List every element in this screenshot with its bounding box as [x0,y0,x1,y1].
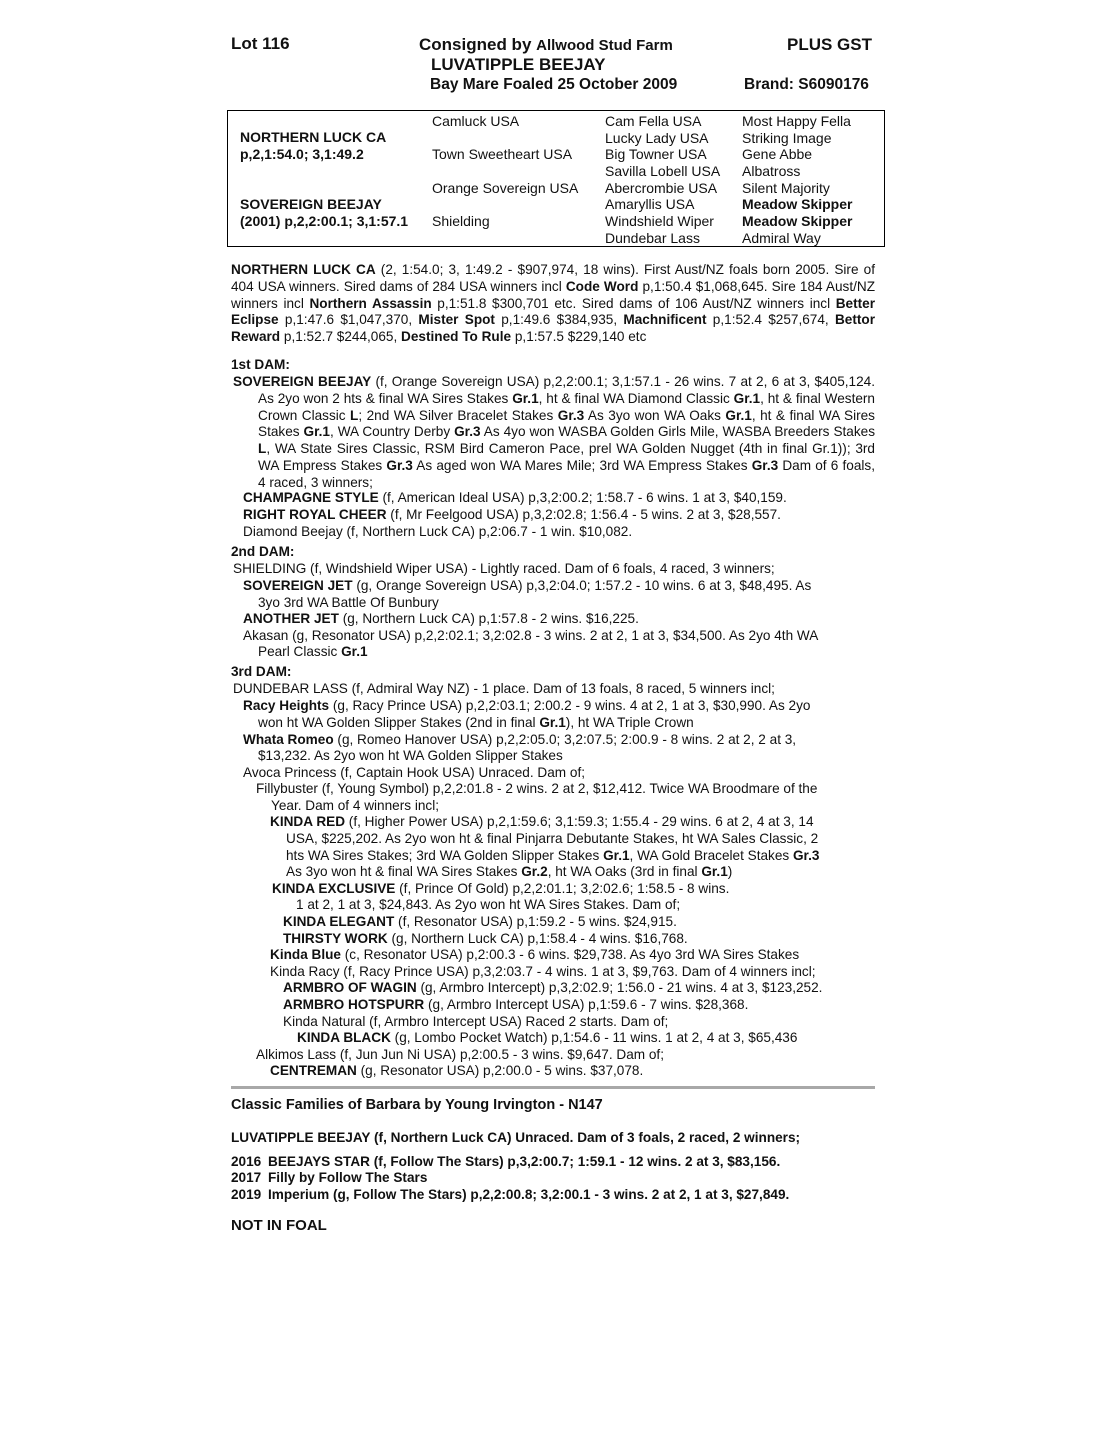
dam3-centreman: CENTREMAN (g, Resonator USA) p,2:00.0 - 5 wins. $37,078. [270,1063,644,1078]
pedigree-gen3 [605,113,720,247]
dam3-kinda-red-cont2: hts WA Sires Stakes; 3rd WA Golden Slipper Stakes Gr.1, WA Gold Bracelet Stakes Gr.3 [286,848,820,863]
dam3-kinda-natural: Kinda Natural (f, Armbro Intercept USA) Raced 2 starts. Dam of; [283,1014,669,1029]
pedigree-table [227,110,885,247]
produce-row [231,1154,780,1171]
dam1-heading: 1st DAM: [231,357,290,372]
dam3-heading: 3rd DAM: [231,664,292,679]
gen3-item: Lucky Lady USA [605,129,709,146]
dam3-fillybuster: Fillybuster (f, Young Symbol) p,2,2:01.8 - 2 wins. 2 at 2, $12,412. Twice WA Broodmare of the [256,781,818,796]
dam3-kinda-black: KINDA BLACK (g, Lombo Pocket Watch) p,1:54.6 - 11 wins. 1 at 2, 4 at 3, $65,436 [297,1030,798,1045]
gst-label [787,35,872,55]
gen3-item: Dundebar Lass [605,229,700,246]
consigned-line [419,35,673,56]
section-divider [231,1086,875,1089]
dam1-record: SOVEREIGN BEEJAY (f, Orange Sovereign USA) p,2,2:00.1; 3,1:57.1 - 26 wins. 7 at 2, 6 at 3, $405,124. As 2yo won 2 hts & final WA Sires Stakes Gr.1, ht & final WA Diamond Classic Gr.1, ht & final Western Crown Classic L; 2nd WA Silver Bracelet Stakes Gr.3 As 3yo won WA Oaks Gr.1, ht & final WA Sires Stakes Gr.1, WA Country Derby Gr.3 As 4yo won WASBA Golden Girls Mile, WASBA Breeders Stakes L, WA State Sires Classic, RSM Bird Cameron Pace, prel WA Golden Nugget (4th in final Gr.1)); 3rd WA Empress Stakes Gr.3 As aged won WA Mares Mile; 3rd WA Empress Stakes Gr.3 Dam of 6 foals, 4 raced, 3 winners; [233,374,876,490]
produce-year: 2016 [231,1154,262,1169]
gen4-item: Silent Majority [742,179,830,196]
gen4-item: Gene Abbe [742,146,813,163]
gen3-item: Amaryllis USA [605,196,695,213]
gen3-item: Savilla Lobell USA [605,163,721,180]
dam3-progeny-racy: Racy Heights (g, Racy Prince USA) p,2,2:03.1; 2:00.2 - 9 wins. 4 at 2, 1 at 3, $30,990. As 2yo [243,698,811,713]
gen4-item: Striking Image [742,129,832,146]
dam2-progeny-3-cont: Pearl Classic Gr.1 [258,644,368,659]
sire-name: NORTHERN LUCK CA [240,129,387,145]
consignor-name: Allwood Stud Farm [536,37,673,54]
produce-intro: LUVATIPPLE BEEJAY (f, Northern Luck CA) Unraced. Dam of 3 foals, 2 raced, 2 winners; [231,1130,801,1145]
dam3-kinda-blue: Kinda Blue (c, Resonator USA) p,2:00.3 - 6 wins. $29,738. As 4yo 3rd WA Sires Stakes [270,947,800,962]
dam1-progeny-2: RIGHT ROYAL CHEER (f, Mr Feelgood USA) p,3,2:02.8; 1:56.4 - 5 wins. 2 at 3, $28,557. [243,507,781,522]
produce-text: Filly by Follow The Stars [268,1170,428,1185]
gen3-item: Big Towner USA [605,146,707,163]
dam3-kinda-racy: Kinda Racy (f, Racy Prince USA) p,3,2:03.7 - 4 wins. 1 at 3, $9,763. Dam of 4 winners incl; [270,964,816,979]
produce-row [231,1187,789,1204]
gen4-item: Meadow Skipper [742,196,853,213]
pedigree-gen4 [742,113,852,247]
lot-number: Lot 116 [231,34,290,53]
dam2-progeny-3: Akasan (g, Resonator USA) p,2,2:02.1; 3,2:02.8 - 3 wins. 2 at 2, 1 at 3, $34,500. As 2yo 4th WA [243,628,819,643]
dam3-progeny-whata: Whata Romeo (g, Romeo Hanover USA) p,2,2:05.0; 3,2:07.5; 2:00.9 - 8 wins. 2 at 2, 2 at 3, [243,732,797,747]
produce-row [231,1170,427,1187]
pedigree-sire [240,129,386,162]
sire-record: p,2,1:54.0; 3,1:49.2 [240,145,364,162]
dam3-thirsty-work: THIRSTY WORK (g, Northern Luck CA) p,1:58.4 - 4 wins. $16,768. [283,931,688,946]
produce-year: 2019 [231,1187,262,1202]
dam-name: SOVEREIGN BEEJAY [240,196,382,212]
gen2-item: Town Sweetheart USA [432,146,573,163]
foaled-line: Bay Mare Foaled 25 October 2009 [430,76,678,93]
dam2-progeny-1: SOVEREIGN JET (g, Orange Sovereign USA) p,3,2:04.0; 1:57.2 - 10 wins. 6 at 3, $48,495. As [243,578,812,593]
gen4-item: Albatross [742,163,801,180]
gen3-item: Windshield Wiper [605,213,714,230]
dam2-intro: SHIELDING (f, Windshield Wiper USA) - Lightly raced. Dam of 6 foals, 4 raced, 3 winners; [233,561,775,576]
gen4-item: Admiral Way [742,229,821,246]
dam2-heading: 2nd DAM: [231,544,295,559]
dam3-kinda-exclusive: KINDA EXCLUSIVE (f, Prince Of Gold) p,2,2:01.1; 3,2:02.6; 1:58.5 - 8 wins. [272,881,730,896]
gen3-item: Abercrombie USA [605,179,718,196]
dam3-armbro-hotspurr: ARMBRO HOTSPURR (g, Armbro Intercept USA) p,1:59.6 - 7 wins. $28,368. [283,997,749,1012]
sire-summary: NORTHERN LUCK CA (2, 1:54.0; 3, 1:49.2 - $907,974, 18 wins). First Aust/NZ foals born 2005. Sire of 404 USA winners. Sired dams of 284 USA winners incl Code Word p,1:50.4 $1,068,645. Sire 184 Aust/NZ winners incl Northern Assassin p,1:51.8 $300,701 etc. Sired dams of 106 Aust/NZ winners incl Better Eclipse p,1:47.6 $1,047,370, Mister Spot p,1:49.6 $384,935, Machnificent p,1:52.4 $257,674, Bettor Reward p,1:52.7 $244,065, Destined To Rule p,1:57.5 $229,140 etc [231,262,876,345]
dam3-kinda-exclusive-cont: 1 at 2, 1 at 3, $24,843. As 2yo won ht WA Sires Stakes. Dam of; [296,897,681,912]
gen4-item: Meadow Skipper [742,213,853,230]
dam3-kinda-elegant: KINDA ELEGANT (f, Resonator USA) p,1:59.2 - 5 wins. $24,915. [283,914,677,929]
gen2-item: Shielding [432,213,490,230]
gst-text: PLUS GST [787,35,873,54]
consigned-prefix: Consigned by [419,35,532,54]
foal-status: NOT IN FOAL [231,1217,327,1234]
gen2-item: Orange Sovereign USA [432,179,579,196]
dam1-progeny-3: Diamond Beejay (f, Northern Luck CA) p,2:06.7 - 1 win. $10,082. [243,524,633,539]
dam2-progeny-1-cont: 3yo 3rd WA Battle Of Bunbury [258,595,439,610]
gen4-item: Most Happy Fella [742,113,851,129]
horse-name: LUVATIPPLE BEEJAY [431,55,606,74]
pedigree-gen2 [432,113,578,230]
dam1-progeny-1: CHAMPAGNE STYLE (f, American Ideal USA) p,3,2:00.2; 1:58.7 - 6 wins. 1 at 3, $40,159. [243,490,787,505]
dam3-alkimos-lass: Alkimos Lass (f, Jun Jun Ni USA) p,2:00.5 - 3 wins. $9,647. Dam of; [256,1047,664,1062]
produce-text: Imperium (g, Follow The Stars) p,2,2:00.8; 3,2:00.1 - 3 wins. 2 at 2, 1 at 3, $27,849. [268,1187,790,1202]
gen3-item: Cam Fella USA [605,113,702,129]
dam2-progeny-2: ANOTHER JET (g, Northern Luck CA) p,1:57.8 - 2 wins. $16,225. [243,611,639,626]
produce-year: 2017 [231,1170,262,1185]
dam3-kinda-red-cont3: As 3yo won ht & final WA Sires Stakes Gr.2, ht WA Oaks (3rd in final Gr.1) [286,864,733,879]
dam3-armbro-of-wagin: ARMBRO OF WAGIN (g, Armbro Intercept) p,3,2:02.9; 1:56.0 - 21 wins. 4 at 3, $123,252. [283,980,823,995]
dam3-progeny-racy-cont: won ht WA Golden Slipper Stakes (2nd in final Gr.1), ht WA Triple Crown [258,715,694,730]
dam3-progeny-avoca: Avoca Princess (f, Captain Hook USA) Unraced. Dam of; [243,765,585,780]
dam3-kinda-red-cont1: USA, $225,202. As 2yo won ht & final Pinjarra Debutante Stakes, ht WA Sales Classic, 2 [286,831,819,846]
pedigree-dam [240,196,408,229]
produce-text: BEEJAYS STAR (f, Follow The Stars) p,3,2:00.7; 1:59.1 - 12 wins. 2 at 3, $83,156. [268,1154,781,1169]
dam3-kinda-red: KINDA RED (f, Higher Power USA) p,2,1:59.6; 3,1:59.3; 1:55.4 - 29 wins. 6 at 2, 4 at 3, 14 [270,814,814,829]
dam3-fillybuster-cont: Year. Dam of 4 winners incl; [271,798,439,813]
dam3-progeny-whata-cont: $13,232. As 2yo won ht WA Golden Slipper Stakes [258,748,563,763]
sire-summary-name: NORTHERN LUCK CA [231,262,376,277]
dam1-name: SOVEREIGN BEEJAY [233,374,372,389]
dam-record: (2001) p,2,2:00.1; 3,1:57.1 [240,212,409,229]
gen2-item: Camluck USA [432,113,520,129]
family-line: Classic Families of Barbara by Young Irvington - N147 [231,1097,603,1113]
dam3-intro: DUNDEBAR LASS (f, Admiral Way NZ) - 1 place. Dam of 13 foals, 8 raced, 5 winners incl; [233,681,775,696]
brand: Brand: S6090176 [744,76,869,93]
